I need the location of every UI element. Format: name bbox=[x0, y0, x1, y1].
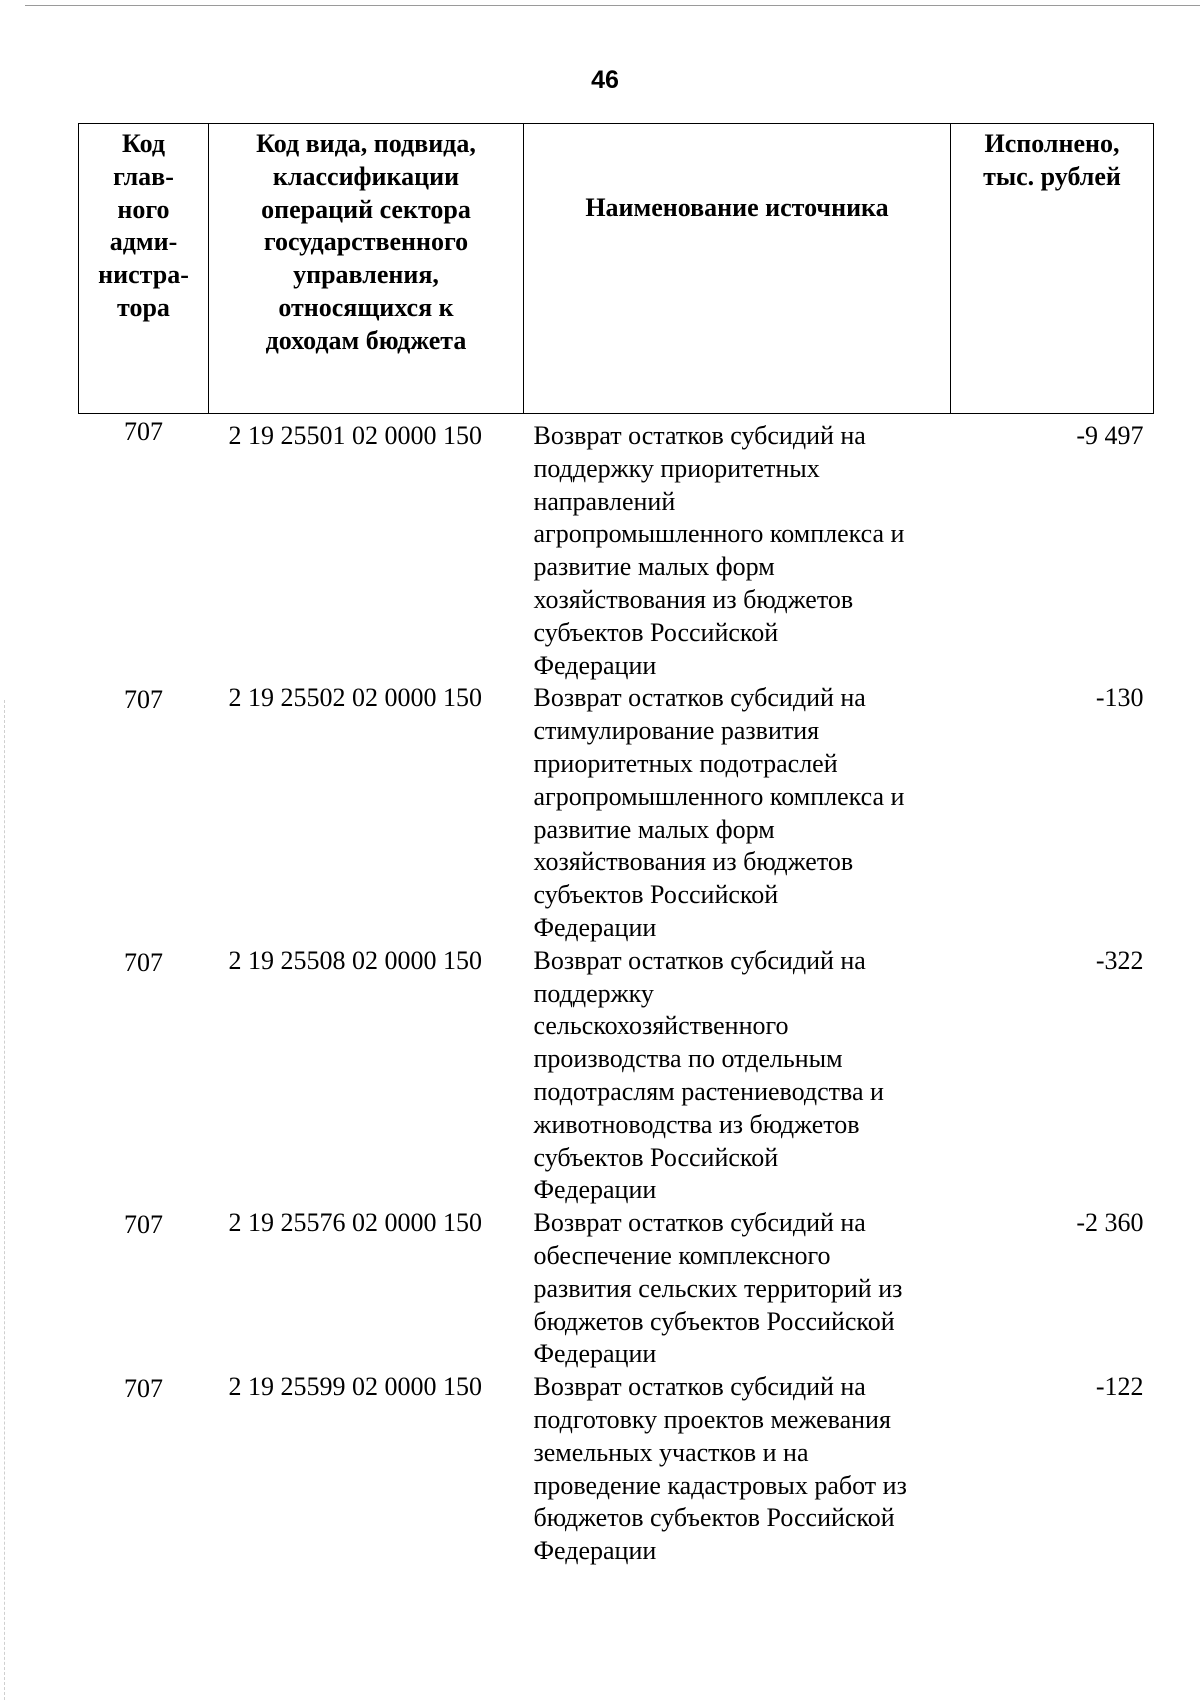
cell-executed-amount: -322 bbox=[1095, 945, 1144, 975]
table-row bbox=[79, 945, 1154, 1207]
cell-classification-code: 2 19 25502 02 0000 150 bbox=[228, 683, 482, 713]
cell-classification-code: 2 19 25508 02 0000 150 bbox=[228, 945, 482, 975]
table-header bbox=[79, 124, 1154, 414]
cell-admin-code: 707 bbox=[124, 417, 163, 446]
cell-source-name: Возврат остатков субсидий на поддержку приоритетных направлений агропромышленного комплекса и развитие малых форм хозяйствования из бюджетов субъектов Российской Федерации bbox=[533, 421, 905, 680]
cell-source-name: Возврат остатков субсидий на обеспечение комплексного развития сельских территорий из бюджетов субъектов Российской Федерации bbox=[533, 1208, 903, 1369]
cell-admin-code: 707 bbox=[124, 1210, 163, 1240]
cell-executed-amount: -130 bbox=[1095, 683, 1144, 713]
cell-source-name: Возврат остатков субсидий на стимулирование развития приоритетных подотраслей агропромышленного комплекса и развитие малых форм хозяйствования из бюджетов субъектов Российской Федерации bbox=[533, 683, 905, 942]
table-row bbox=[79, 682, 1154, 944]
scan-edge-left-line bbox=[4, 700, 5, 1700]
cell-source-name: Возврат остатков субсидий на поддержку сельскохозяйственного производства по отдельным подотраслям растениеводства и животноводства из бюджетов субъектов Российской Федерации bbox=[533, 945, 884, 1205]
budget-sources-table bbox=[78, 123, 1154, 1568]
table-body bbox=[79, 414, 1154, 1568]
cell-executed-amount: -9 497 bbox=[1076, 421, 1144, 450]
cell-classification-code: 2 19 25501 02 0000 150 bbox=[228, 421, 482, 450]
cell-source-name: Возврат остатков субсидий на подготовку проектов межевания земельных участков и на проведение кадастровых работ из бюджетов субъектов Российской Федерации bbox=[533, 1372, 907, 1566]
scan-edge-top-line bbox=[25, 5, 1200, 6]
cell-executed-amount: -122 bbox=[1095, 1372, 1144, 1402]
table-row bbox=[79, 1371, 1154, 1568]
cell-admin-code: 707 bbox=[124, 685, 163, 715]
table-row bbox=[79, 1207, 1154, 1371]
cell-admin-code: 707 bbox=[124, 1374, 163, 1404]
header-classification-code: Код вида, подвида, классификации операций сектора государственного управления, относящихся к доходам бюджета bbox=[209, 124, 524, 414]
cell-admin-code: 707 bbox=[124, 947, 163, 977]
cell-classification-code: 2 19 25576 02 0000 150 bbox=[228, 1208, 482, 1238]
header-source-name: Наименование источника bbox=[524, 124, 951, 414]
cell-executed-amount: -2 360 bbox=[1076, 1208, 1144, 1238]
header-executed-amount: Исполнено, тыс. рублей bbox=[951, 124, 1154, 414]
page-number: 46 bbox=[591, 66, 619, 94]
table-header-row bbox=[79, 124, 1154, 414]
table-row bbox=[79, 414, 1154, 683]
header-admin-code: Код глав- ного адми- нистра- тора bbox=[79, 124, 209, 414]
cell-classification-code: 2 19 25599 02 0000 150 bbox=[228, 1372, 482, 1402]
